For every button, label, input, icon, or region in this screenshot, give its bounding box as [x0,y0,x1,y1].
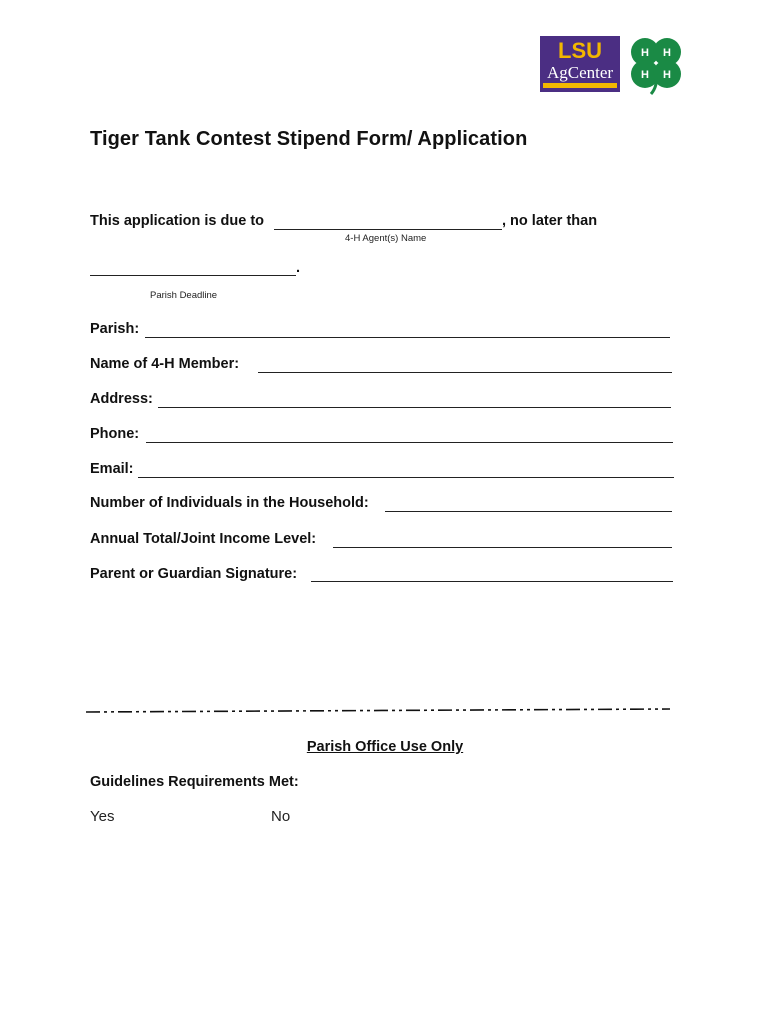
clover-letter: H [663,69,671,81]
no-option[interactable]: No [271,808,291,825]
agent-caption: 4-H Agent(s) Name [345,233,427,244]
office-use-title: Parish Office Use Only [306,739,464,755]
clover-letter: H [641,47,649,59]
address-field[interactable] [158,407,671,408]
agent-name-field[interactable] [274,229,502,230]
clover-letter: H [641,69,649,81]
cut-line-divider [86,706,670,716]
phone-field[interactable] [146,442,673,443]
household-label: Number of Individuals in the Household: [90,495,369,511]
parish-deadline-field[interactable] [90,275,296,276]
lsu-agcenter-logo [540,36,620,92]
phone-label: Phone: [90,426,140,442]
due-prefix: This application is due to [90,213,265,229]
clover-letter: H [663,47,671,59]
email-field[interactable] [138,477,674,478]
lsu-text: LSU [558,38,602,63]
parish-label: Parish: [90,321,140,337]
email-label: Email: [90,461,134,477]
member-name-label: Name of 4-H Member: [90,356,240,372]
due-suffix: , no later than [502,213,598,229]
deadline-period: . [296,260,301,276]
household-field[interactable] [385,511,672,512]
income-label: Annual Total/Joint Income Level: [90,531,317,547]
signature-field[interactable] [311,581,673,582]
deadline-caption: Parish Deadline [150,290,218,301]
agcenter-text: AgCenter [546,63,614,82]
parish-field[interactable] [145,337,670,338]
guidelines-label: Guidelines Requirements Met: [90,774,299,790]
four-h-clover-logo [625,34,687,96]
form-title: Tiger Tank Contest Stipend Form/ Application [90,128,528,150]
signature-label: Parent or Guardian Signature: [90,566,298,582]
address-label: Address: [90,391,153,407]
yes-option[interactable]: Yes [90,808,115,825]
member-name-field[interactable] [258,372,672,373]
income-field[interactable] [333,547,672,548]
